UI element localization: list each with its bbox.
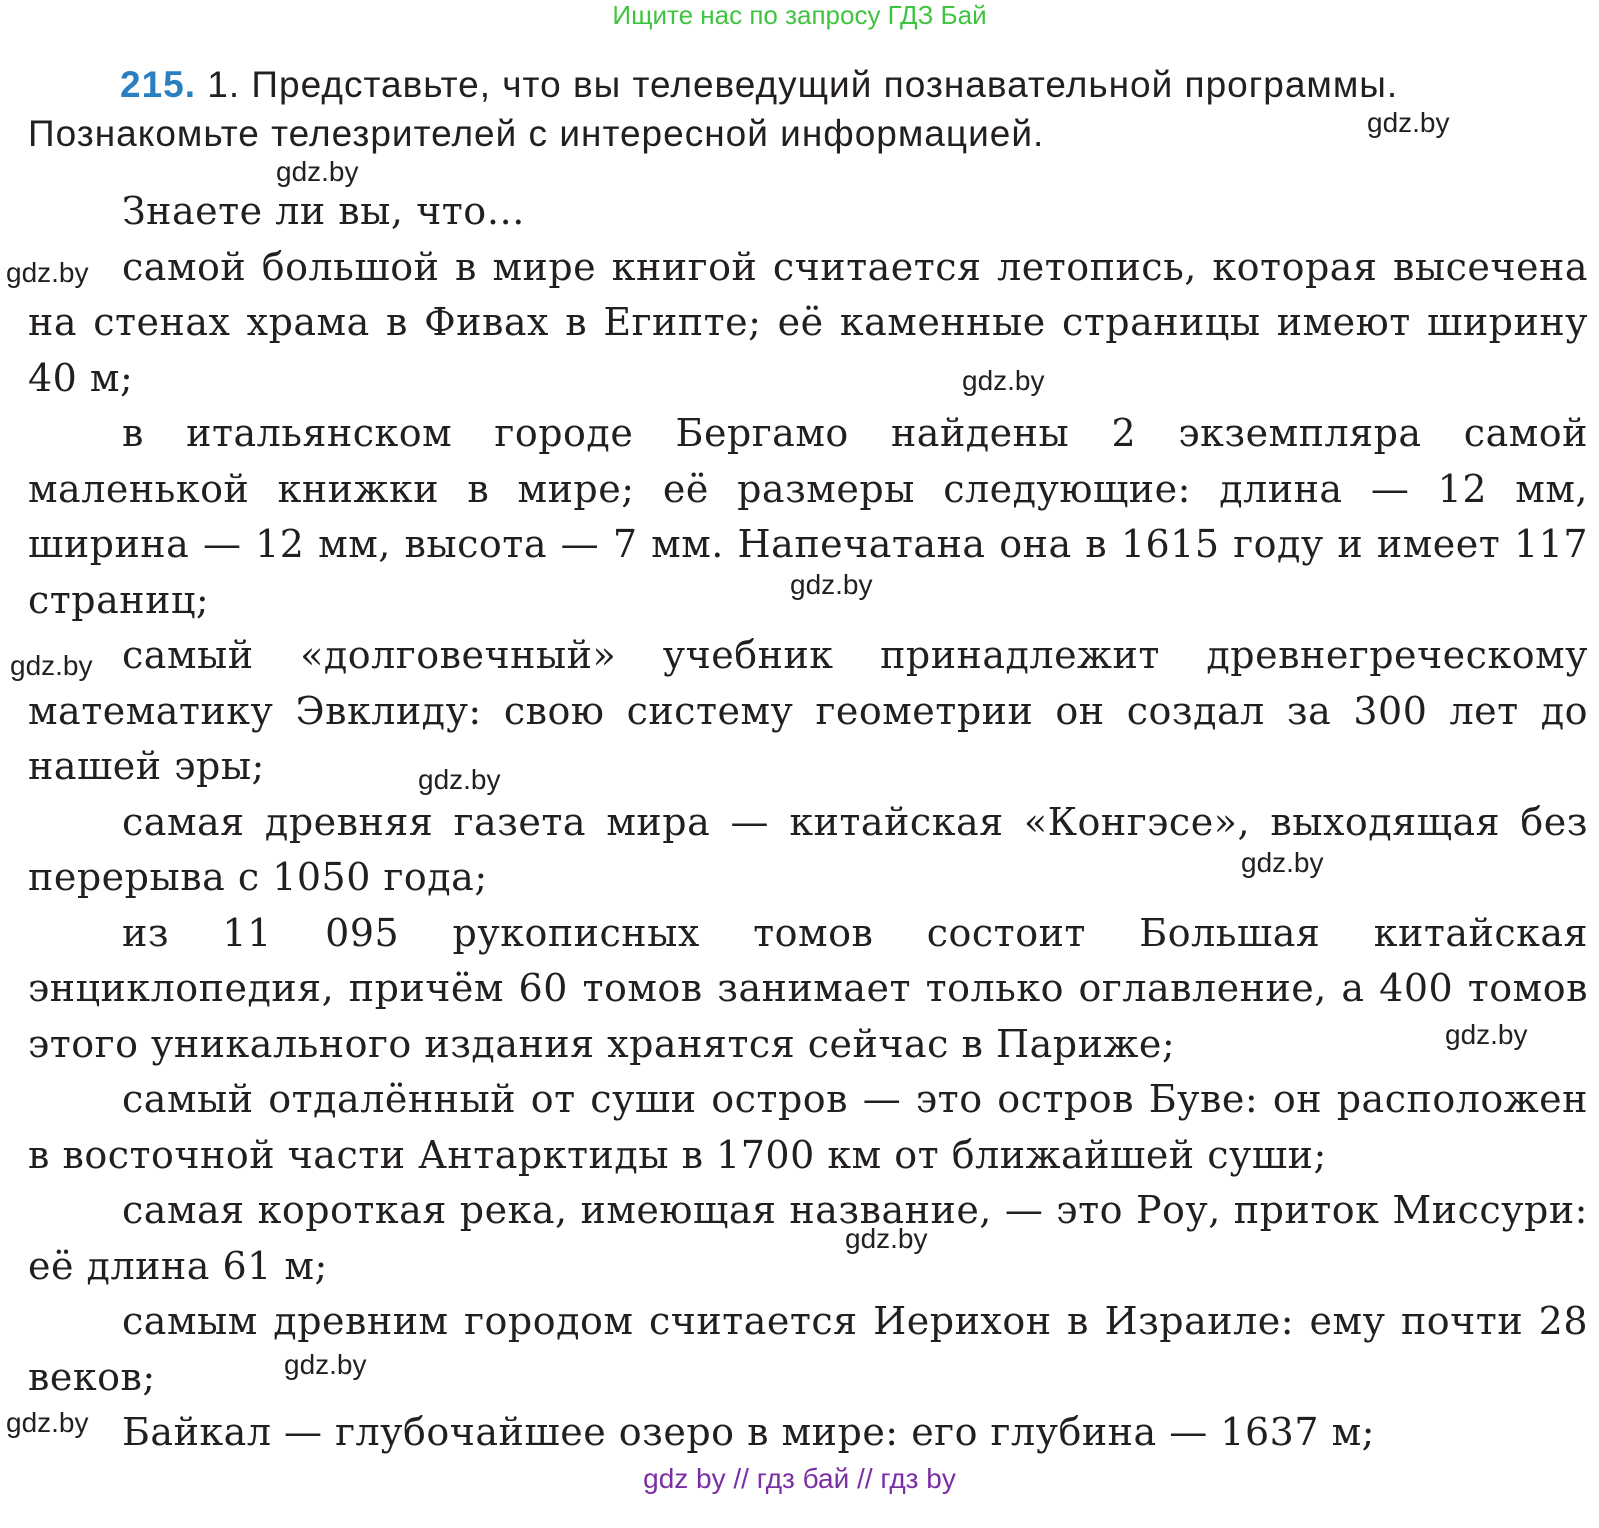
watermark: gdz.by	[6, 257, 89, 288]
fact-paragraph: самый «долговечный» учебник принадлежит древнегреческому математику Эвклиду: свою систему геометрии он создал за 300 лет до нашей эры;	[28, 633, 1588, 788]
watermark: gdz.by	[845, 1223, 928, 1254]
fact-paragraph: самый отдалённый от суши остров — это остров Буве: он расположен в восточной части Антарктиды в 1700 км от ближайшей суши;	[28, 1077, 1588, 1177]
task-prompt: 1. Представьте, что вы телеведущий познавательной программы. Познакомьте телезрителей с интересной информацией.	[28, 64, 1399, 154]
fact-paragraph: в итальянском городе Бергамо найдены 2 экземпляра самой маленькой книжки в мире; её размеры следующие: длина — 12 мм, ширина — 12 мм, высота — 7 мм. Напечатана она в 1615 году и имеет 117 страниц;	[28, 411, 1588, 622]
header-search-link[interactable]: Ищите нас по запросу ГДЗ Бай	[612, 0, 987, 30]
task-statement	[28, 60, 1588, 158]
watermark: gdz.by	[962, 365, 1045, 396]
watermark: gdz.by	[276, 156, 359, 187]
watermark: gdz.by	[6, 1407, 89, 1438]
fact-paragraph: самым древним городом считается Иерихон в Израиле: ему почти 28 веков;	[28, 1299, 1588, 1399]
fact-paragraph: самая короткая река, имеющая название, — это Роу, приток Миссури: её длина 61 м;	[28, 1188, 1588, 1288]
watermark: gdz.by	[1367, 107, 1450, 138]
watermark: gdz.by	[10, 650, 93, 681]
fact-paragraph: Байкал — глубочайшее озеро в мире: его глубина — 1637 м;	[122, 1410, 1375, 1454]
fact-paragraph: самой большой в мире книгой считается летопись, которая высечена на стенах храма в Фивах в Египте; её каменные страницы имеют ширину 40 м;	[28, 244, 1588, 400]
fact-paragraph: из 11 095 рукописных томов состоит Большая китайская энциклопедия, причём 60 томов занимает только оглавление, а 400 томов этого уникального издания хранятся сейчас в Париже;	[28, 910, 1588, 1066]
watermark: gdz.by	[1241, 847, 1324, 878]
watermark: gdz.by	[418, 764, 501, 795]
task-number: 215.	[120, 64, 197, 105]
intro-paragraph: Знаете ли вы, что…	[122, 189, 526, 233]
watermark: gdz.by	[1445, 1019, 1528, 1050]
fact-paragraph: самая древняя газета мира — китайская «Конгэсе», выходящая без перерыва с 1050 года;	[28, 799, 1588, 899]
footer-links[interactable]: gdz by // гдз бай // гдз by	[643, 1463, 956, 1494]
fact-list	[28, 184, 1588, 1461]
watermark: gdz.by	[284, 1349, 367, 1380]
watermark: gdz.by	[790, 569, 873, 600]
